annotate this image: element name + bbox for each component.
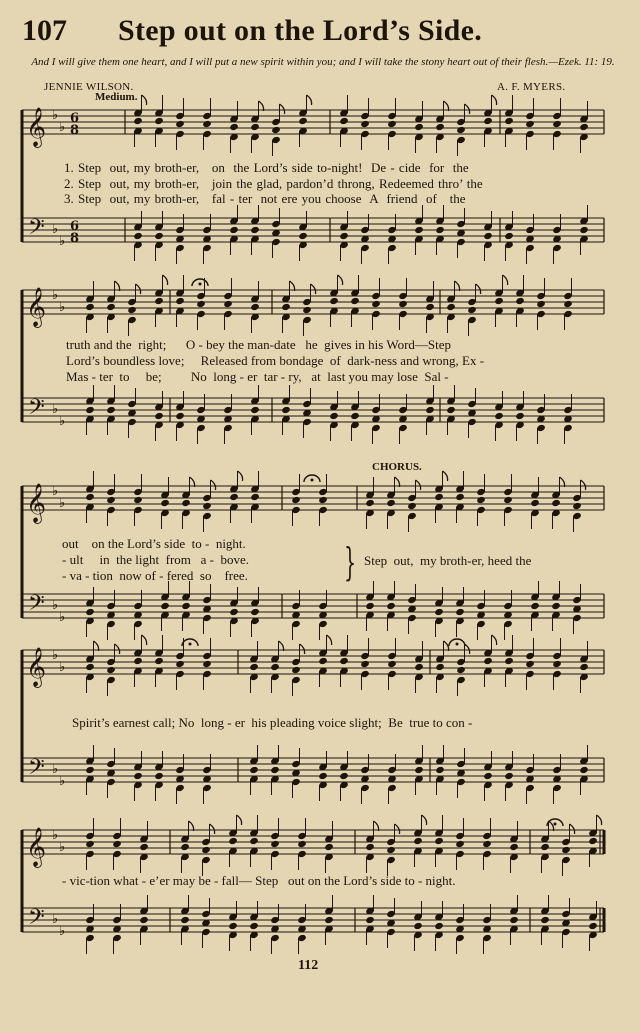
note-flag (163, 275, 168, 285)
note-head (154, 117, 164, 125)
note-head (250, 303, 260, 311)
note-head (85, 840, 95, 848)
fermata-icon (554, 823, 557, 826)
note-head (425, 303, 435, 311)
treble-clef-icon: 𝄞 (26, 647, 47, 687)
note-head (552, 660, 562, 668)
chorus-lyric-line: Step out, my broth-er, heed the (364, 553, 532, 568)
note-head (133, 657, 143, 665)
note-head (365, 916, 375, 924)
note-head (181, 602, 191, 610)
note-head (223, 300, 233, 308)
composer-credit: A. F. MYERS. (497, 81, 566, 93)
note-head (515, 297, 525, 305)
note-head (386, 499, 396, 507)
note-head (249, 837, 259, 845)
note-head (228, 837, 238, 845)
note-flag (307, 95, 312, 105)
scripture-reference: And I will give them one heart, and I will put a new spirit within you; and I will take the stony heart out of their flesh.—Ezek. 11: 19. (31, 56, 615, 68)
note-head (398, 300, 408, 308)
note-head (435, 123, 445, 131)
key-flat-icon: ♭ (52, 108, 59, 123)
note-head (407, 502, 417, 510)
note-head (160, 499, 170, 507)
note-flag (210, 824, 215, 834)
note-head (455, 840, 465, 848)
note-head (365, 843, 375, 851)
note-head (386, 846, 396, 854)
note-head (249, 663, 259, 671)
lyric-line-verse2: 2. Step out, my broth-er, join the glad, pardon’d throng, Redeemed thro’ the (64, 176, 483, 191)
key-flat-icon: ♭ (59, 234, 66, 249)
note-head (318, 496, 328, 504)
note-head (435, 766, 445, 774)
note-head (504, 232, 514, 240)
note-head (509, 843, 519, 851)
fermata-icon (189, 643, 192, 646)
note-head (483, 772, 493, 780)
key-flat-icon: ♭ (59, 414, 66, 429)
note-head (540, 916, 550, 924)
note-head (446, 303, 456, 311)
verse-brace: } (344, 540, 357, 584)
note-head (270, 840, 280, 848)
lyric-line-verse3: - va - tion now of - fered so free. (62, 568, 248, 583)
note-head (85, 303, 95, 311)
note-head (365, 499, 375, 507)
note-head (229, 493, 239, 501)
note-head (339, 772, 349, 780)
note-head (85, 493, 95, 501)
key-flat-icon: ♭ (52, 912, 59, 927)
lyric-line-verse2: - ult in the light from a - bove. (62, 552, 250, 567)
note-head (324, 916, 334, 924)
key-flat-icon: ♭ (59, 840, 66, 855)
note-head (154, 657, 164, 665)
note-head (127, 306, 137, 314)
note-head (250, 123, 260, 131)
note-flag (503, 275, 508, 285)
note-head (175, 412, 185, 420)
note-head (249, 922, 259, 930)
note-head (494, 297, 504, 305)
bass-clef-icon: 𝄢 (28, 215, 45, 245)
note-head (579, 226, 589, 234)
bass-clef-icon: 𝄢 (28, 591, 45, 621)
note-head (249, 766, 259, 774)
note-flag (597, 815, 602, 825)
note-head (318, 657, 328, 665)
note-head (298, 117, 308, 125)
key-flat-icon: ♭ (52, 402, 59, 417)
note-head (467, 306, 477, 314)
lyric-line-verse1: out on the Lord’s side to - night. (62, 536, 246, 551)
note-head (482, 840, 492, 848)
note-head (291, 496, 301, 504)
key-flat-icon: ♭ (52, 828, 59, 843)
note-head (106, 666, 116, 674)
chorus-lyric-line: Spirit’s earnest call; No long - er his pleading voice slight; Be true to con - (72, 715, 473, 730)
note-flag (476, 284, 481, 294)
time-signature: 8 (70, 231, 80, 246)
note-flag (142, 635, 147, 645)
note-head (530, 602, 540, 610)
note-head (588, 837, 598, 845)
note-head (540, 843, 550, 851)
note-head (579, 123, 589, 131)
note-head (435, 663, 445, 671)
note-head (339, 232, 349, 240)
note-head (386, 602, 396, 610)
note-head (525, 660, 535, 668)
treble-clef-icon: 𝄞 (26, 107, 47, 147)
note-head (298, 232, 308, 240)
note-head (85, 406, 95, 414)
note-flag (338, 275, 343, 285)
note-head (202, 660, 212, 668)
note-head (414, 123, 424, 131)
time-signature: 6 (70, 219, 80, 234)
note-flag (327, 635, 332, 645)
key-flat-icon: ♭ (59, 120, 66, 135)
key-flat-icon: ♭ (59, 924, 66, 939)
treble-clef-icon: 𝄞 (26, 827, 47, 867)
note-head (175, 660, 185, 668)
key-flat-icon: ♭ (52, 222, 59, 237)
note-head (297, 840, 307, 848)
note-flag (492, 635, 497, 645)
note-head (434, 493, 444, 501)
note-head (371, 300, 381, 308)
note-head (270, 766, 280, 774)
key-flat-icon: ♭ (52, 648, 59, 663)
note-head (414, 663, 424, 671)
note-head (250, 406, 260, 414)
note-head (483, 117, 493, 125)
note-flag (443, 471, 448, 481)
note-head (175, 120, 185, 128)
note-head (435, 226, 445, 234)
note-flag (136, 284, 141, 294)
note-head (160, 602, 170, 610)
note-head (133, 232, 143, 240)
lyric-line-verse1: 1. Step out, my broth-er, on the Lord’s side to-night! De - cide for the (64, 160, 469, 175)
note-head (483, 232, 493, 240)
key-flat-icon: ♭ (52, 288, 59, 303)
note-head (250, 493, 260, 501)
note-head (250, 608, 260, 616)
note-head (270, 663, 280, 671)
note-head (85, 766, 95, 774)
key-flat-icon: ♭ (59, 610, 66, 625)
note-head (434, 837, 444, 845)
note-head (455, 493, 465, 501)
note-head (339, 657, 349, 665)
note-head (139, 843, 149, 851)
lyric-line-verse3: 3. Step out, my broth-er, fal - ter not ere you choose A friend of the (64, 191, 466, 206)
note-head (85, 663, 95, 671)
note-head (318, 772, 328, 780)
note-flag (311, 284, 316, 294)
note-head (588, 922, 598, 930)
treble-clef-icon: 𝄞 (26, 483, 47, 523)
fermata-icon (311, 479, 314, 482)
key-flat-icon: ♭ (52, 598, 59, 613)
note-head (106, 496, 116, 504)
note-head (201, 846, 211, 854)
chorus-lyric-line: - vic-tion what - e’er may be - fall— Step out on the Lord’s side to - night. (62, 873, 456, 888)
hymn-number: 107 (22, 14, 67, 47)
note-head (228, 922, 238, 930)
note-flag (237, 815, 242, 825)
note-head (350, 412, 360, 420)
note-head (229, 608, 239, 616)
note-head (504, 117, 514, 125)
lyric-line-verse3: Mas - ter to be; No long - er tar - ry, at last you may lose Sal - (66, 369, 449, 384)
note-head (551, 602, 561, 610)
time-signature: 8 (70, 123, 80, 138)
note-head (196, 300, 206, 308)
note-flag (300, 644, 305, 654)
key-flat-icon: ♭ (59, 774, 66, 789)
note-head (561, 846, 571, 854)
note-head (106, 406, 116, 414)
lyricist-credit: JENNIE WILSON. (44, 81, 134, 93)
note-flag (115, 644, 120, 654)
chorus-label: CHORUS. (372, 461, 422, 473)
note-head (413, 837, 423, 845)
note-head (106, 303, 116, 311)
note-head (133, 496, 143, 504)
note-head (350, 297, 360, 305)
note-head (509, 916, 519, 924)
note-head (456, 666, 466, 674)
note-flag (238, 471, 243, 481)
note-head (291, 666, 301, 674)
note-head (154, 297, 164, 305)
note-head (154, 772, 164, 780)
note-head (494, 412, 504, 420)
note-head (180, 916, 190, 924)
note-head (360, 660, 370, 668)
key-flat-icon: ♭ (52, 484, 59, 499)
fermata-icon (199, 283, 202, 286)
note-head (339, 117, 349, 125)
note-head (387, 660, 397, 668)
note-head (85, 608, 95, 616)
note-head (133, 772, 143, 780)
note-head (515, 412, 525, 420)
bass-clef-icon: 𝄢 (28, 905, 45, 935)
note-head (434, 922, 444, 930)
note-flag (492, 95, 497, 105)
note-head (572, 502, 582, 510)
note-head (154, 412, 164, 420)
note-head (202, 120, 212, 128)
note-head (414, 226, 424, 234)
note-head (229, 123, 239, 131)
note-head (175, 297, 185, 305)
note-head (446, 406, 456, 414)
note-flag (570, 824, 575, 834)
note-head (563, 300, 573, 308)
note-head (413, 922, 423, 930)
note-flag (211, 480, 216, 490)
note-head (455, 608, 465, 616)
note-head (579, 663, 589, 671)
note-flag (395, 824, 400, 834)
note-flag (581, 480, 586, 490)
key-flat-icon: ♭ (59, 300, 66, 315)
note-head (133, 117, 143, 125)
note-flag (416, 480, 421, 490)
treble-clef-icon: 𝄞 (26, 287, 47, 327)
note-head (456, 126, 466, 134)
note-head (504, 657, 514, 665)
note-head (552, 120, 562, 128)
lyric-line-verse1: truth and the right; O - bey the man-date he gives in his Word—Step (66, 337, 452, 352)
hymn-title: Step out on the Lord’s Side. (118, 14, 483, 47)
note-head (551, 499, 561, 507)
fermata-icon (456, 643, 459, 646)
note-head (360, 120, 370, 128)
note-head (302, 306, 312, 314)
note-head (579, 766, 589, 774)
note-head (525, 120, 535, 128)
page-number: 112 (298, 958, 319, 973)
key-flat-icon: ♭ (59, 660, 66, 675)
key-flat-icon: ♭ (52, 762, 59, 777)
note-head (503, 496, 513, 504)
lyric-line-verse2: Lord’s boundless love; Released from bondage of dark-ness and wrong, Ex - (66, 353, 485, 368)
bass-clef-icon: 𝄢 (28, 395, 45, 425)
note-flag (422, 815, 427, 825)
note-head (281, 303, 291, 311)
note-head (154, 232, 164, 240)
key-flat-icon: ♭ (59, 496, 66, 511)
note-head (181, 499, 191, 507)
note-head (425, 406, 435, 414)
note-flag (142, 95, 147, 105)
note-head (504, 772, 514, 780)
note-head (271, 126, 281, 134)
time-signature: 6 (70, 111, 80, 126)
note-head (139, 916, 149, 924)
note-head (250, 226, 260, 234)
note-head (365, 602, 375, 610)
note-head (229, 226, 239, 234)
note-head (414, 766, 424, 774)
note-head (483, 657, 493, 665)
note-head (112, 840, 122, 848)
note-head (180, 843, 190, 851)
note-head (281, 406, 291, 414)
note-head (476, 496, 486, 504)
note-head (530, 499, 540, 507)
note-head (202, 502, 212, 510)
tempo-marking: Medium. (95, 91, 138, 103)
note-head (387, 120, 397, 128)
note-head (536, 300, 546, 308)
note-head (329, 297, 339, 305)
note-head (324, 843, 334, 851)
note-head (329, 412, 339, 420)
note-flag (280, 104, 285, 114)
note-flag (465, 104, 470, 114)
bass-clef-icon: 𝄢 (28, 755, 45, 785)
note-head (434, 608, 444, 616)
